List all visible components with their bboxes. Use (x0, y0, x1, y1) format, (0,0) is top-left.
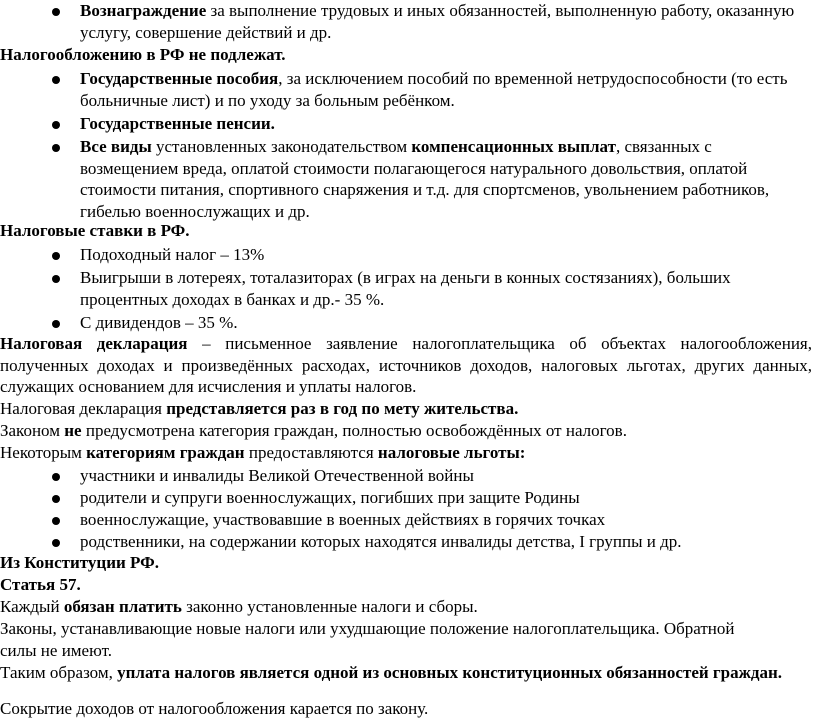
bold-term: Все виды (80, 137, 152, 156)
heading-not-taxed: Налогообложению в РФ не подлежат. (0, 45, 286, 64)
paragraph-text: Законом (0, 421, 65, 440)
bullet (52, 8, 60, 16)
paragraph-text: законно установленные налоги и сборы. (181, 597, 478, 616)
paragraph-text: предусмотрена категория граждан, полностью освобождённых от налогов. (81, 421, 627, 440)
paragraph-conclusion (0, 662, 812, 684)
paragraph-last: Сокрытие доходов от налогообложения карается по закону. (0, 699, 429, 718)
list-item-state-benefits (80, 68, 804, 111)
paragraph-text: Налоговая декларация (0, 399, 167, 418)
item-text: установленных законодательством (151, 137, 412, 156)
benefit-item: родители и супруги военнослужащих, погибших при защите Родины (80, 488, 580, 507)
list-item-remuneration (80, 0, 804, 43)
bold-term: Вознаграждение (80, 1, 207, 20)
paragraph-laws: Законы, устанавливающие новые налоги или ухудшающие положение налогоплательщика. Обратной силы не имеют. (0, 619, 735, 660)
list-item-compensation (80, 136, 804, 222)
bold-term: компенсационных выплат (411, 137, 616, 156)
item-text: , за исключением пособий по временной нетрудоспособности (то есть больничные лист) и по уходу за больным ребёнком. (80, 69, 788, 110)
bold-term: представляется раз в год по мету жительства. (166, 399, 519, 418)
paragraph-text: Каждый (0, 597, 64, 616)
item-text: за выполнение трудовых и иных обязанностей, выполненную работу, оказанную услугу, совершение действий и др. (80, 1, 795, 42)
heading-rates: Налоговые ставки в РФ. (0, 221, 190, 240)
paragraph-declaration (0, 333, 812, 398)
bullet (52, 252, 60, 260)
bold-term: не (64, 421, 82, 440)
bullet (52, 473, 60, 481)
paragraph-declaration-annual (0, 398, 812, 420)
list-item-pensions (80, 113, 804, 135)
item-text: , связанных с возмещением вреда, оплатой стоимости полагающегося натурального довольствия, оплатой стоимости питания, спортивного снаряжения и т.д. для спортсменов, увольнением работников, гибелью военнослужащих и др. (80, 137, 770, 221)
bullet (52, 517, 60, 525)
paragraph-text: Некоторым (0, 443, 87, 462)
bold-term: Налоговая декларация (0, 334, 188, 353)
paragraph-text: Таким образом, (0, 663, 118, 682)
bold-term: категориям граждан (86, 443, 245, 462)
benefit-item: участники и инвалиды Великой Отечественной войны (80, 466, 474, 485)
paragraph-law (0, 420, 812, 442)
benefit-item: родственники, на содержании которых находятся инвалиды детства, I группы и др. (80, 532, 682, 551)
bullet (52, 121, 60, 129)
paragraph-text: предоставляются (244, 443, 378, 462)
bold-term: уплата налогов является одной из основных конституционных обязанностей граждан. (117, 663, 783, 682)
paragraph-text: – письменное заявление налогоплательщика об объектах налогообложения, полученных доходах и произведённых расходах, источников доходов, налоговых льготах, других данных, служащих основанием для исчисления и уплаты налогов. (0, 334, 812, 396)
rate-item: Подоходный налог – 13% (80, 245, 265, 264)
bold-term: Государственные пособия (80, 69, 279, 88)
bullet (52, 76, 60, 84)
bullet (52, 144, 60, 152)
bullet (52, 539, 60, 547)
bold-term: обязан платить (63, 597, 182, 616)
bullet (52, 320, 60, 328)
heading-article: Статья 57. (0, 575, 81, 594)
bullet (52, 495, 60, 503)
paragraph-benefits-intro (0, 442, 812, 464)
benefit-item: военнослужащие, участвовавшие в военных действиях в горячих точках (80, 510, 606, 529)
heading-constitution: Из Конституции РФ. (0, 553, 159, 572)
rate-item: С дивидендов – 35 %. (80, 313, 238, 332)
rate-item: Выигрыши в лотереях, тоталазиторах (в играх на деньги в конных состязаниях), больших процентных доходах в банках и др.- 35 %. (80, 268, 731, 309)
bold-term: налоговые льготы: (377, 443, 526, 462)
bullet (52, 275, 60, 283)
bold-term: Государственные пенсии. (80, 114, 275, 133)
paragraph-article (0, 596, 812, 618)
